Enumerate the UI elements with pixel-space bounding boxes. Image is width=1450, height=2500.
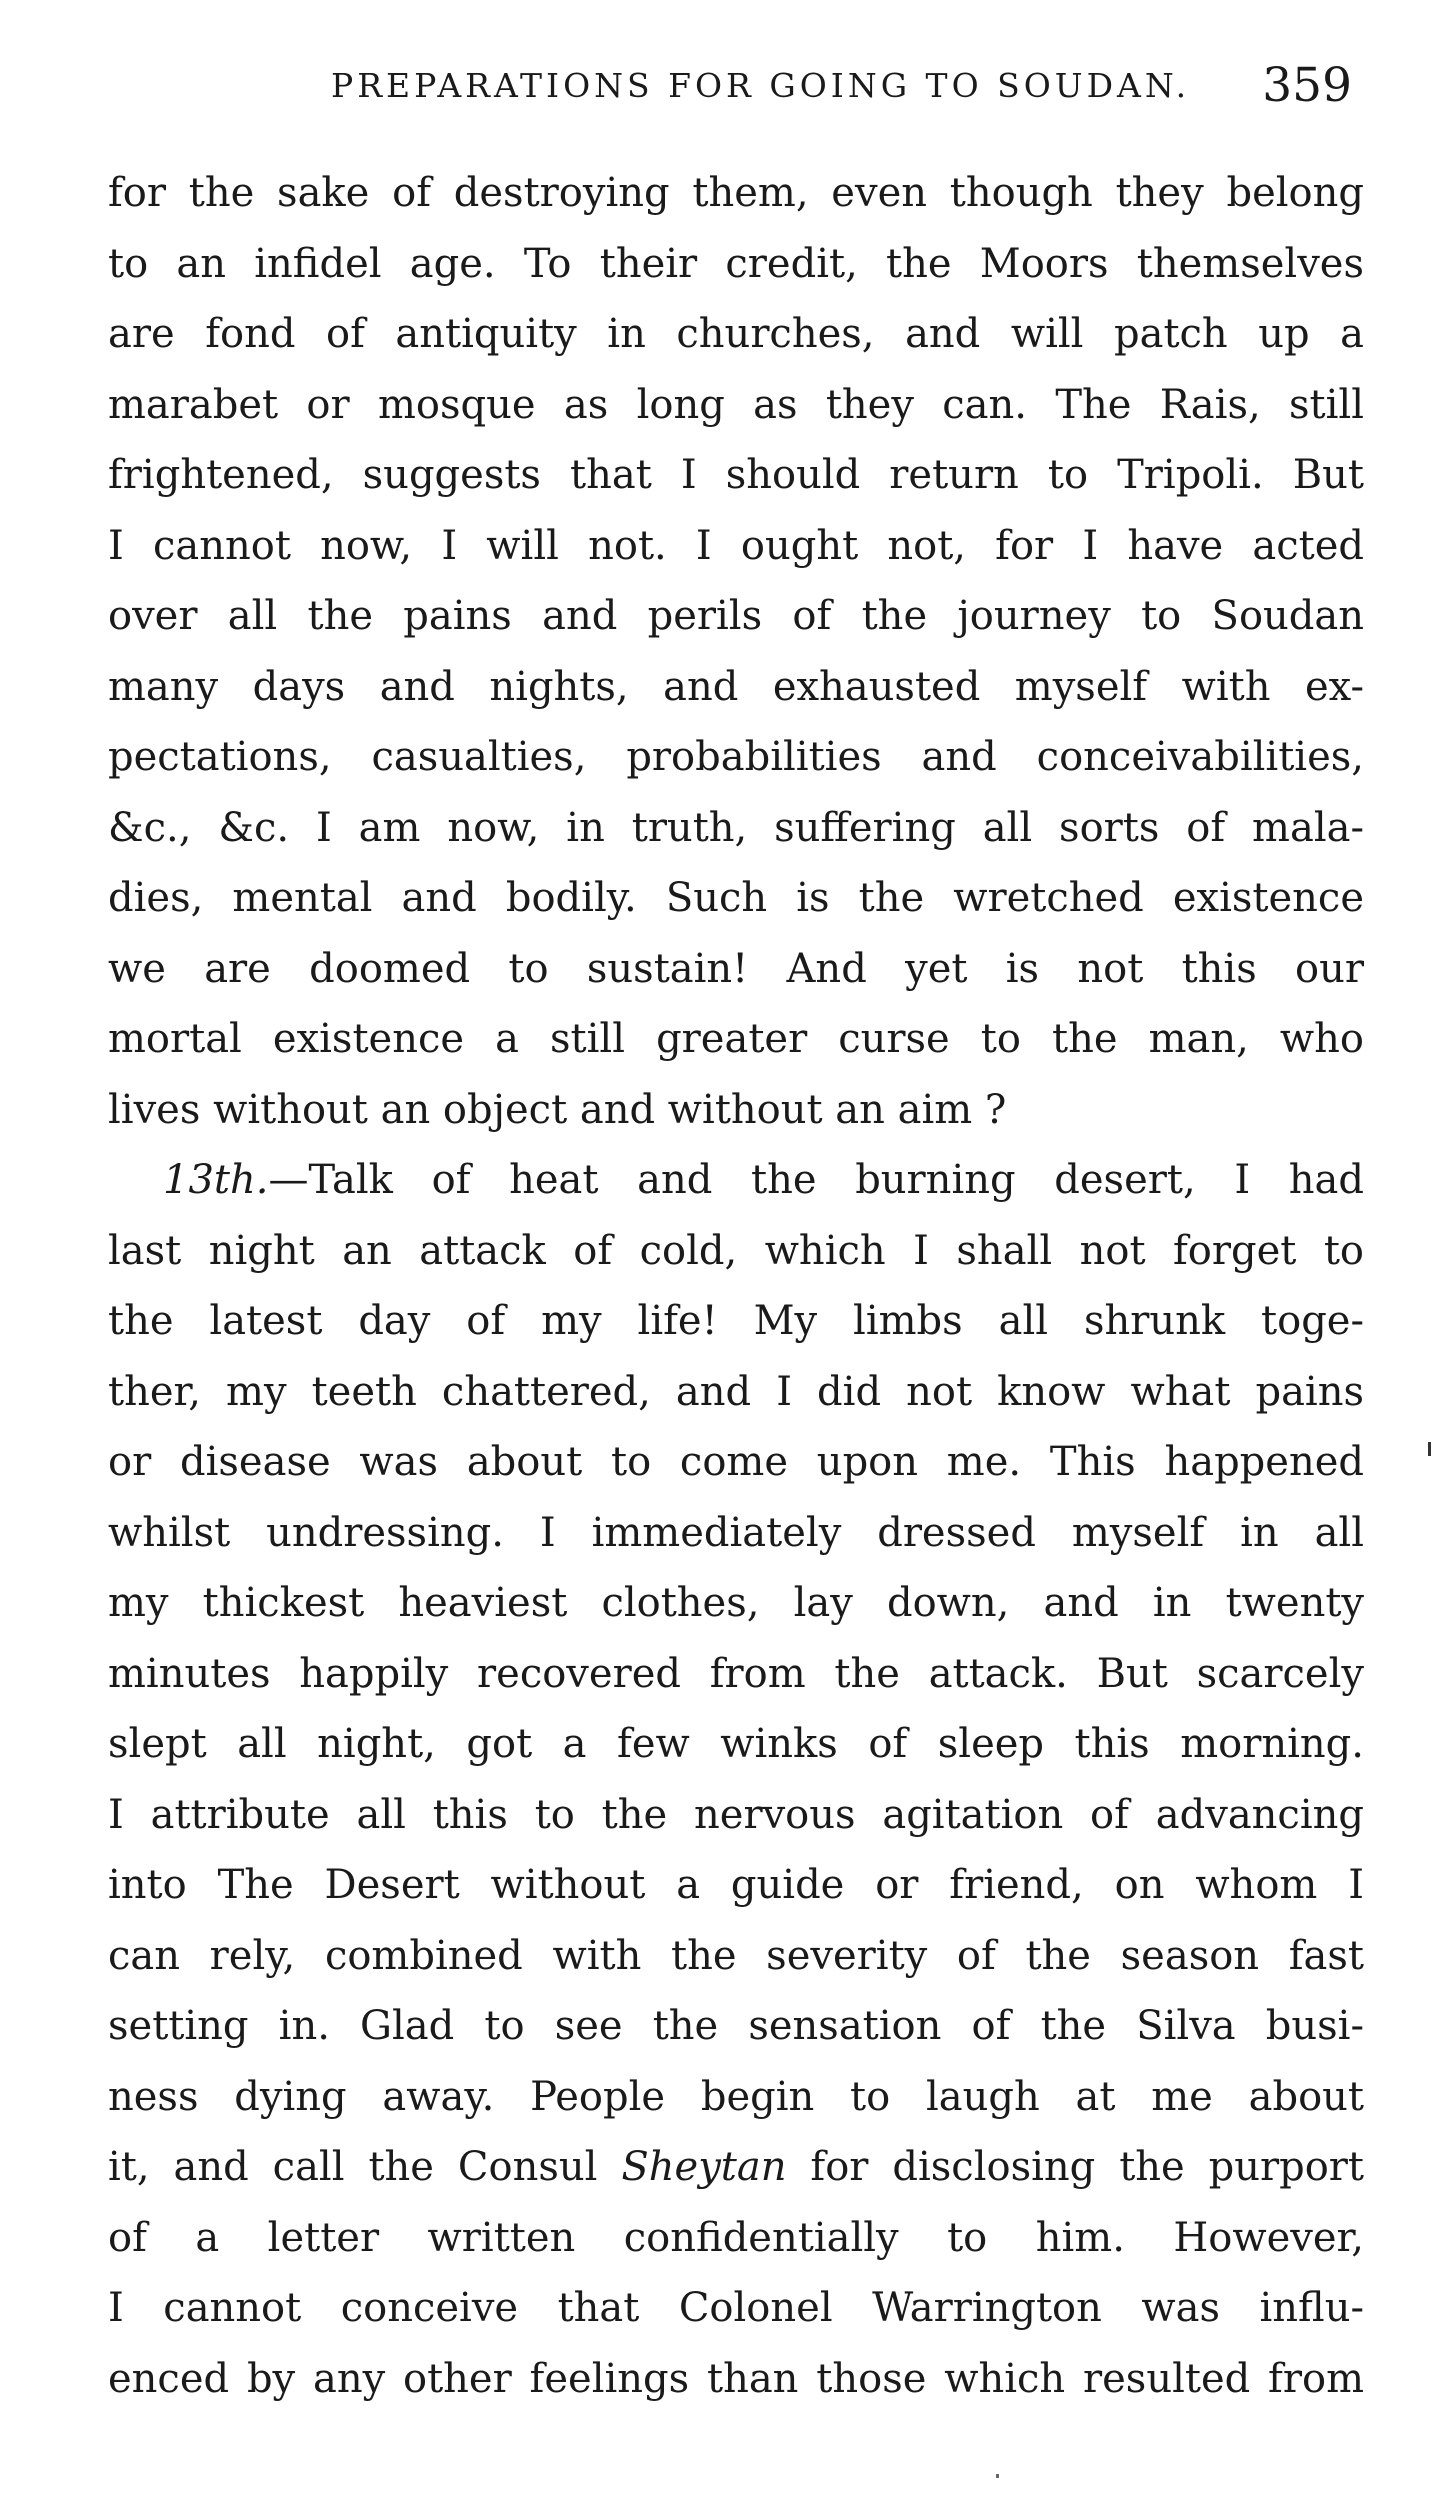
- text-segment: it, and call the Consul: [108, 2144, 622, 2190]
- text-line: last night an attack of cold, which I shall not forget to: [108, 1227, 1364, 1274]
- text-line: &c., &c. I am now, in truth, suffering all sorts of mala-: [108, 804, 1364, 851]
- entry-date: 13th.: [163, 1157, 269, 1203]
- text-line: over all the pains and perils of the journey to Soudan: [108, 593, 1364, 639]
- text-line: many days and nights, and exhausted myself with ex-: [108, 663, 1364, 710]
- running-header: [108, 58, 1368, 128]
- text-line: lives without an object and without an aim ?: [108, 1086, 1007, 1133]
- text-line: dies, mental and bodily. Such is the wretched existence: [108, 875, 1364, 921]
- text-line: of a letter written confidentially to him. However,: [108, 2214, 1364, 2261]
- running-header-title: PREPARATIONS FOR GOING TO SOUDAN.: [331, 66, 1191, 105]
- text-line: setting in. Glad to see the sensation of the Silva busi-: [108, 2003, 1364, 2049]
- text-line: mortal existence a still greater curse to the man, who: [108, 1016, 1364, 1062]
- text-line: marabet or mosque as long as they can. The Rais, still: [108, 381, 1364, 428]
- text-line-with-italic: [108, 2132, 1364, 2203]
- ink-speck: [996, 2474, 999, 2478]
- text-line: to an infidel age. To their credit, the Moors themselves: [108, 240, 1364, 287]
- text-line: whilst undressing. I immediately dressed myself in all: [108, 1509, 1364, 1556]
- text-line: into The Desert without a guide or friend, on whom I: [108, 1862, 1364, 1908]
- paragraph-first-line: [108, 1145, 1364, 1216]
- text-line: enced by any other feelings than those which resulted from: [108, 2355, 1364, 2402]
- text-line: pectations, casualties, probabilities and conceivabilities,: [108, 734, 1364, 780]
- text-line: can rely, combined with the severity of the season fast: [108, 1932, 1364, 1979]
- text-line: minutes happily recovered from the attack. But scarcely: [108, 1650, 1364, 1697]
- text-line: frightened, suggests that I should return to Tripoli. But: [108, 452, 1364, 498]
- margin-ink-mark: [1428, 1442, 1431, 1456]
- text-line: ther, my teeth chattered, and I did not know what pains: [108, 1368, 1364, 1415]
- italic-word: Sheytan: [621, 2144, 787, 2190]
- text-line: I cannot conceive that Colonel Warrington was influ-: [108, 2285, 1364, 2331]
- body-text: [108, 158, 1364, 2414]
- text-segment: for disclosing the purport: [786, 2144, 1365, 2190]
- text-line: or disease was about to come upon me. This happened: [108, 1439, 1364, 1485]
- text-line: for the sake of destroying them, even though they belong: [108, 170, 1364, 216]
- text-line: slept all night, got a few winks of sleep this morning.: [108, 1721, 1364, 1767]
- text-segment: —Talk of heat and the burning desert, I had: [268, 1157, 1364, 1203]
- text-line: ness dying away. People begin to laugh at me about: [108, 2073, 1364, 2120]
- text-line: are fond of antiquity in churches, and will patch up a: [108, 311, 1364, 357]
- page-number: 359: [1262, 58, 1352, 113]
- text-line: the latest day of my life! My limbs all shrunk toge-: [108, 1298, 1364, 1344]
- text-line: my thickest heaviest clothes, lay down, and in twenty: [108, 1580, 1364, 1626]
- text-line: I cannot now, I will not. I ought not, for I have acted: [108, 522, 1364, 569]
- text-line: I attribute all this to the nervous agitation of advancing: [108, 1791, 1364, 1838]
- text-line: we are doomed to sustain! And yet is not this our: [108, 945, 1364, 992]
